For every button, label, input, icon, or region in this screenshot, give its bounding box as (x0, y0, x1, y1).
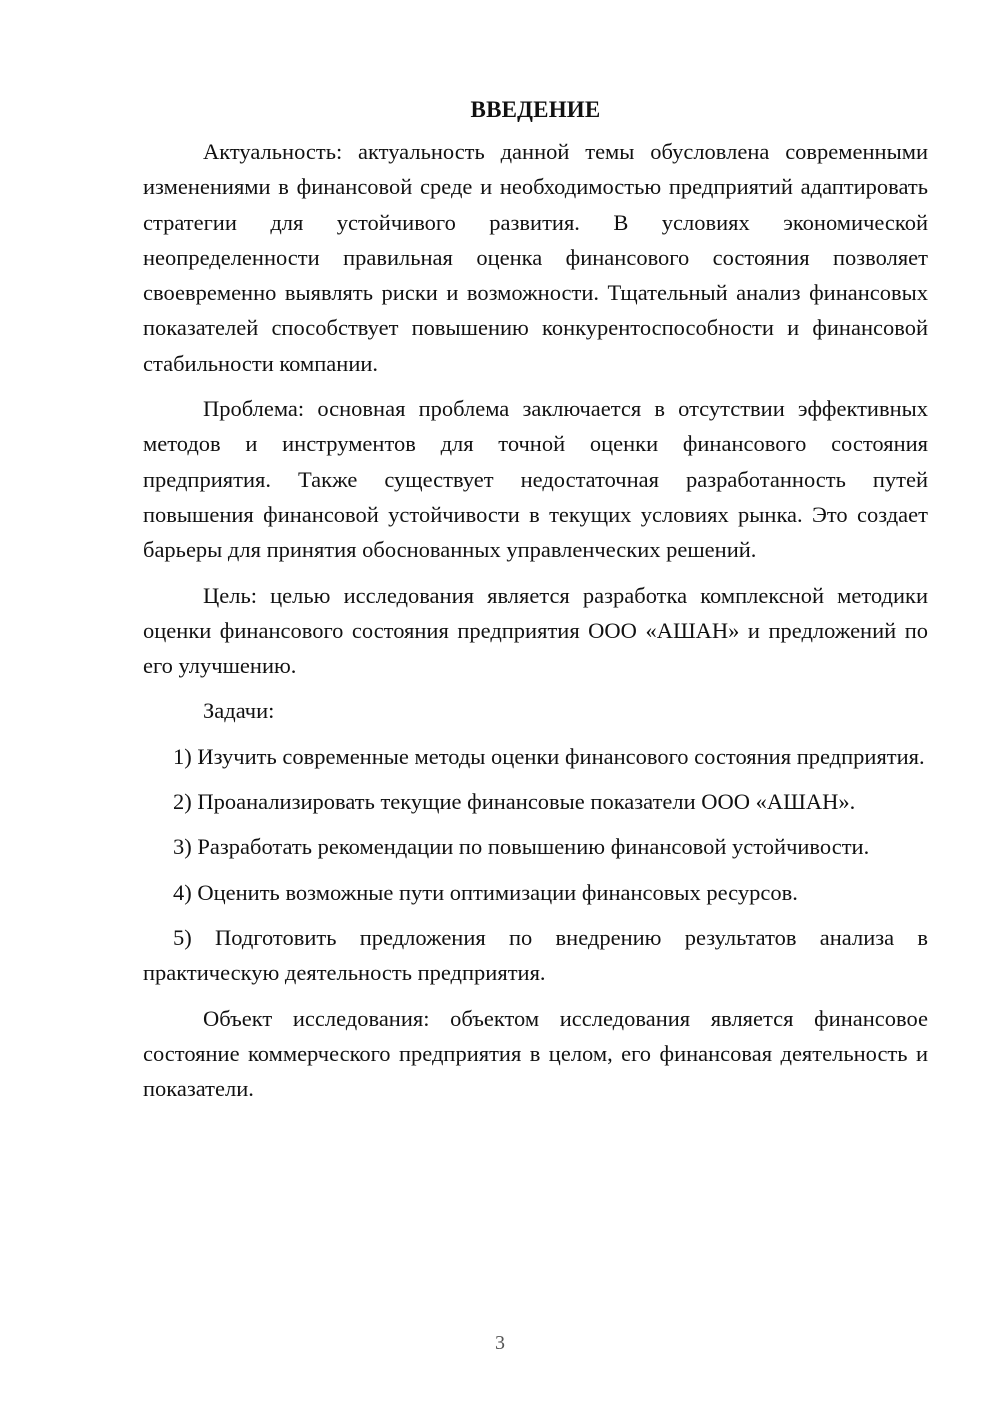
tasks-label: Задачи: (203, 698, 275, 724)
task-item: 3) Разработать рекомендации по повышению финансовой устойчивости. (173, 834, 870, 860)
document-page (143, 92, 928, 1106)
paragraph-relevance: Актуальность: актуальность данной темы обусловлена современными изменениями в финансовой среде и необходимостью предприятий адаптировать стратегии для устойчивого развития. В условиях экономической неопределенности правильная оценка финансового состояния позволяет своевременно выявлять риски и возможности. Тщательный анализ финансовых показателей способствует повышению конкурентоспособности и финансовой стабильности компании. (143, 139, 928, 376)
paragraph-problem: Проблема: основная проблема заключается в отсутствии эффективных методов и инструментов для точной оценки финансового состояния предприятия. Также существует недостаточная разработанность путей повышения финансовой устойчивости в текущих условиях рынка. Это создает барьеры для принятия обоснованных управленческих решений. (143, 396, 928, 563)
page-number: 3 (495, 1332, 505, 1354)
task-item: 2) Проанализировать текущие финансовые показатели ООО «АШАН». (173, 789, 856, 815)
task-item: 4) Оценить возможные пути оптимизации финансовых ресурсов. (173, 879, 798, 905)
paragraph-goal: Цель: целью исследования является разработка комплексной методики оценки финансового состояния предприятия ООО «АШАН» и предложений по его улучшению. (143, 582, 928, 679)
paragraph-object: Объект исследования: объектом исследования является финансовое состояние коммерческого предприятия в целом, его финансовая деятельность и показатели. (143, 1005, 928, 1102)
task-item: 1) Изучить современные методы оценки финансового состояния предприятия. (173, 743, 925, 769)
section-heading: ВВЕДЕНИЕ (470, 97, 601, 122)
task-item: 5) Подготовить предложения по внедрению результатов анализа в практическую деятельность предприятия. (143, 924, 928, 986)
